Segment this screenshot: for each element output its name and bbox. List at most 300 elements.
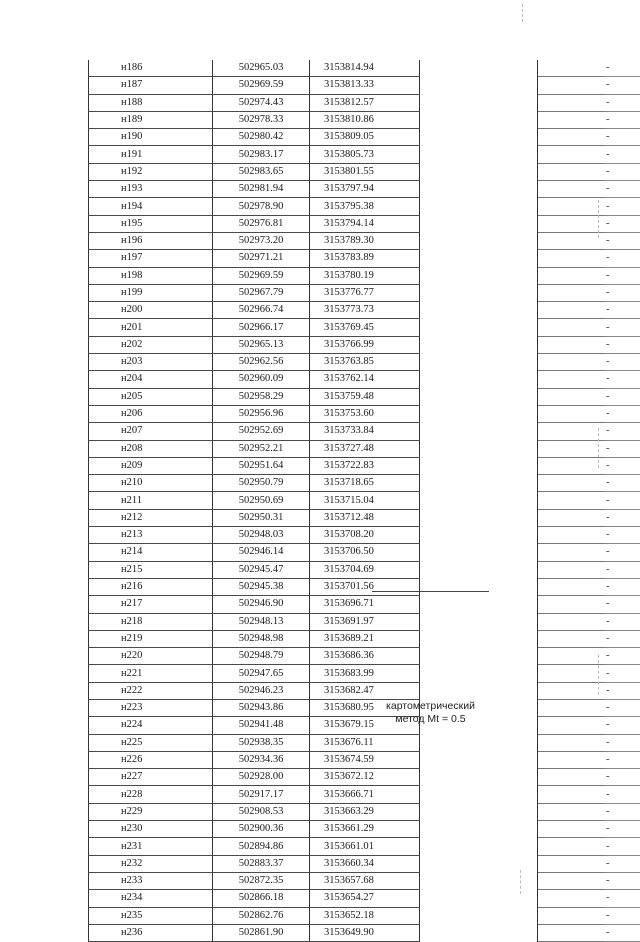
table-row <box>89 388 640 405</box>
y-coordinate-cell: 3153814.94 <box>310 60 420 77</box>
dash-cell: - <box>604 405 640 422</box>
accuracy-column-cell <box>538 527 605 544</box>
y-coordinate-cell: 3153666.71 <box>310 786 420 803</box>
dash-cell: - <box>604 924 640 941</box>
accuracy-column-cell <box>538 457 605 474</box>
dash-cell: - <box>604 423 640 440</box>
y-coordinate-cell: 3153718.65 <box>310 475 420 492</box>
y-coordinate-cell: 3153795.38 <box>310 198 420 215</box>
y-coordinate-cell: 3153680.95 <box>310 699 420 716</box>
y-coordinate-cell: 3153712.48 <box>310 509 420 526</box>
method-column-cell <box>420 250 538 267</box>
table-row <box>89 648 640 665</box>
x-coordinate-cell: 502950.31 <box>213 509 310 526</box>
point-cell: н208 <box>89 440 213 457</box>
point-cell: н206 <box>89 405 213 422</box>
table-row <box>89 734 640 751</box>
accuracy-column-cell <box>538 146 605 163</box>
x-coordinate-cell: 502948.79 <box>213 648 310 665</box>
table-row <box>89 77 640 94</box>
point-cell: н218 <box>89 613 213 630</box>
scan-artifact <box>598 428 599 468</box>
scan-artifact <box>598 655 599 695</box>
accuracy-column-cell <box>538 405 605 422</box>
x-coordinate-cell: 502951.64 <box>213 457 310 474</box>
dash-cell: - <box>604 751 640 768</box>
x-coordinate-cell: 502934.36 <box>213 751 310 768</box>
accuracy-column-cell <box>538 284 605 301</box>
point-cell: н214 <box>89 544 213 561</box>
method-line-2: метод Mt = 0.5 <box>372 713 489 726</box>
method-column-cell <box>420 821 538 838</box>
dash-cell: - <box>604 682 640 699</box>
dash-cell: - <box>604 94 640 111</box>
accuracy-column-cell <box>538 77 605 94</box>
table-row <box>89 111 640 128</box>
point-cell: н235 <box>89 907 213 924</box>
x-coordinate-cell: 502980.42 <box>213 129 310 146</box>
table-row <box>89 544 640 561</box>
accuracy-column-cell <box>538 924 605 941</box>
dash-cell: - <box>604 181 640 198</box>
accuracy-column-cell <box>538 648 605 665</box>
dash-cell: - <box>604 890 640 907</box>
y-coordinate-cell: 3153801.55 <box>310 163 420 180</box>
table-row <box>89 665 640 682</box>
accuracy-column-cell <box>538 613 605 630</box>
dash-cell: - <box>604 319 640 336</box>
x-coordinate-cell: 502917.17 <box>213 786 310 803</box>
y-coordinate-cell: 3153682.47 <box>310 682 420 699</box>
x-coordinate-cell: 502950.79 <box>213 475 310 492</box>
accuracy-column-cell <box>538 388 605 405</box>
scan-artifact <box>522 4 523 22</box>
dash-cell: - <box>604 786 640 803</box>
point-cell: н197 <box>89 250 213 267</box>
table-row <box>89 371 640 388</box>
table-row <box>89 198 640 215</box>
accuracy-column-cell <box>538 111 605 128</box>
point-cell: н204 <box>89 371 213 388</box>
method-line-1: картометрический <box>372 700 489 713</box>
accuracy-column-cell <box>538 60 605 77</box>
x-coordinate-cell: 502946.23 <box>213 682 310 699</box>
dash-cell: - <box>604 561 640 578</box>
accuracy-column-cell <box>538 94 605 111</box>
point-cell: н205 <box>89 388 213 405</box>
table-row <box>89 163 640 180</box>
table-row <box>89 890 640 907</box>
table-row <box>89 181 640 198</box>
method-column-cell <box>420 578 538 595</box>
method-column-cell <box>420 803 538 820</box>
y-coordinate-cell: 3153753.60 <box>310 405 420 422</box>
y-coordinate-cell: 3153674.59 <box>310 751 420 768</box>
y-coordinate-cell: 3153661.29 <box>310 821 420 838</box>
x-coordinate-cell: 502952.69 <box>213 423 310 440</box>
y-coordinate-cell: 3153715.04 <box>310 492 420 509</box>
method-column-cell <box>420 77 538 94</box>
method-column-cell <box>420 734 538 751</box>
y-coordinate-cell: 3153676.11 <box>310 734 420 751</box>
accuracy-column-cell <box>538 699 605 716</box>
accuracy-column-cell <box>538 855 605 872</box>
y-coordinate-cell: 3153813.33 <box>310 77 420 94</box>
y-coordinate-cell: 3153679.15 <box>310 717 420 734</box>
y-coordinate-cell: 3153776.77 <box>310 284 420 301</box>
scan-artifact <box>520 870 521 894</box>
point-cell: н231 <box>89 838 213 855</box>
accuracy-column-cell <box>538 509 605 526</box>
x-coordinate-cell: 502941.48 <box>213 717 310 734</box>
method-column-cell <box>420 527 538 544</box>
point-cell: н207 <box>89 423 213 440</box>
point-cell: н220 <box>89 648 213 665</box>
scan-artifact <box>598 200 599 238</box>
method-column-cell <box>420 648 538 665</box>
method-column-cell <box>420 284 538 301</box>
x-coordinate-cell: 502966.74 <box>213 302 310 319</box>
method-cell-top-border <box>372 591 489 592</box>
method-column-cell <box>420 60 538 77</box>
table-row <box>89 302 640 319</box>
point-cell: н212 <box>89 509 213 526</box>
dash-cell: - <box>604 527 640 544</box>
point-cell: н191 <box>89 146 213 163</box>
method-column-cell <box>420 423 538 440</box>
point-cell: н190 <box>89 129 213 146</box>
method-column-cell <box>420 111 538 128</box>
y-coordinate-cell: 3153708.20 <box>310 527 420 544</box>
point-cell: н229 <box>89 803 213 820</box>
accuracy-column-cell <box>538 354 605 371</box>
x-coordinate-cell: 502928.00 <box>213 769 310 786</box>
table-row <box>89 596 640 613</box>
dash-cell: - <box>604 613 640 630</box>
accuracy-column-cell <box>538 907 605 924</box>
accuracy-column-cell <box>538 872 605 889</box>
method-column-cell <box>420 769 538 786</box>
y-coordinate-cell: 3153727.48 <box>310 440 420 457</box>
method-column-cell <box>420 163 538 180</box>
method-column-cell <box>420 509 538 526</box>
table-row <box>89 509 640 526</box>
accuracy-column-cell <box>538 319 605 336</box>
y-coordinate-cell: 3153759.48 <box>310 388 420 405</box>
x-coordinate-cell: 502965.03 <box>213 60 310 77</box>
x-coordinate-cell: 502866.18 <box>213 890 310 907</box>
point-cell: н228 <box>89 786 213 803</box>
dash-cell: - <box>604 717 640 734</box>
accuracy-column-cell <box>538 163 605 180</box>
accuracy-column-cell <box>538 371 605 388</box>
dash-cell: - <box>604 648 640 665</box>
y-coordinate-cell: 3153660.34 <box>310 855 420 872</box>
method-column-cell <box>420 838 538 855</box>
dash-cell: - <box>604 440 640 457</box>
dash-cell: - <box>604 803 640 820</box>
point-cell: н215 <box>89 561 213 578</box>
table-row <box>89 613 640 630</box>
table-row <box>89 405 640 422</box>
table-row <box>89 215 640 232</box>
table-row <box>89 284 640 301</box>
table-row <box>89 838 640 855</box>
dash-cell: - <box>604 198 640 215</box>
dash-cell: - <box>604 907 640 924</box>
x-coordinate-cell: 502983.17 <box>213 146 310 163</box>
y-coordinate-cell: 3153649.90 <box>310 924 420 941</box>
accuracy-column-cell <box>538 578 605 595</box>
method-column-cell <box>420 544 538 561</box>
dash-cell: - <box>604 371 640 388</box>
point-cell: н236 <box>89 924 213 941</box>
dash-cell: - <box>604 267 640 284</box>
y-coordinate-cell: 3153783.89 <box>310 250 420 267</box>
y-coordinate-cell: 3153686.36 <box>310 648 420 665</box>
x-coordinate-cell: 502958.29 <box>213 388 310 405</box>
accuracy-column-cell <box>538 267 605 284</box>
dash-cell: - <box>604 60 640 77</box>
coordinates-table <box>88 60 640 942</box>
accuracy-column-cell <box>538 838 605 855</box>
dash-cell: - <box>604 596 640 613</box>
dash-cell: - <box>604 336 640 353</box>
dash-cell: - <box>604 163 640 180</box>
accuracy-column-cell <box>538 475 605 492</box>
x-coordinate-cell: 502883.37 <box>213 855 310 872</box>
accuracy-column-cell <box>538 423 605 440</box>
dash-cell: - <box>604 492 640 509</box>
table-row <box>89 336 640 353</box>
y-coordinate-cell: 3153663.29 <box>310 803 420 820</box>
dash-cell: - <box>604 578 640 595</box>
y-coordinate-cell: 3153706.50 <box>310 544 420 561</box>
accuracy-column-cell <box>538 717 605 734</box>
accuracy-column-cell <box>538 786 605 803</box>
accuracy-column-cell <box>538 803 605 820</box>
x-coordinate-cell: 502978.90 <box>213 198 310 215</box>
point-cell: н225 <box>89 734 213 751</box>
table-row <box>89 872 640 889</box>
method-column-cell <box>420 354 538 371</box>
x-coordinate-cell: 502969.59 <box>213 77 310 94</box>
y-coordinate-cell: 3153672.12 <box>310 769 420 786</box>
method-column-cell <box>420 371 538 388</box>
table-row <box>89 803 640 820</box>
x-coordinate-cell: 502945.47 <box>213 561 310 578</box>
dash-cell: - <box>604 630 640 647</box>
method-column-cell <box>420 129 538 146</box>
dash-cell: - <box>604 284 640 301</box>
x-coordinate-cell: 502973.20 <box>213 232 310 249</box>
x-coordinate-cell: 502981.94 <box>213 181 310 198</box>
table-row <box>89 440 640 457</box>
table-row <box>89 769 640 786</box>
dash-cell: - <box>604 821 640 838</box>
point-cell: н192 <box>89 163 213 180</box>
x-coordinate-cell: 502969.59 <box>213 267 310 284</box>
method-column-cell <box>420 786 538 803</box>
point-cell: н232 <box>89 855 213 872</box>
point-cell: н203 <box>89 354 213 371</box>
method-column-cell <box>420 561 538 578</box>
x-coordinate-cell: 502948.98 <box>213 630 310 647</box>
point-cell: н189 <box>89 111 213 128</box>
x-coordinate-cell: 502946.90 <box>213 596 310 613</box>
table-row <box>89 630 640 647</box>
y-coordinate-cell: 3153809.05 <box>310 129 420 146</box>
point-cell: н219 <box>89 630 213 647</box>
table-row <box>89 146 640 163</box>
y-coordinate-cell: 3153789.30 <box>310 232 420 249</box>
y-coordinate-cell: 3153661.01 <box>310 838 420 855</box>
table-row <box>89 250 640 267</box>
accuracy-column-cell <box>538 596 605 613</box>
accuracy-column-cell <box>538 492 605 509</box>
dash-cell: - <box>604 146 640 163</box>
point-cell: н223 <box>89 699 213 716</box>
accuracy-column-cell <box>538 181 605 198</box>
method-column-cell <box>420 232 538 249</box>
method-column-cell <box>420 475 538 492</box>
point-cell: н211 <box>89 492 213 509</box>
x-coordinate-cell: 502950.69 <box>213 492 310 509</box>
table-row <box>89 527 640 544</box>
point-cell: н201 <box>89 319 213 336</box>
accuracy-column-cell <box>538 198 605 215</box>
accuracy-column-cell <box>538 751 605 768</box>
accuracy-column-cell <box>538 769 605 786</box>
accuracy-column-cell <box>538 129 605 146</box>
x-coordinate-cell: 502900.36 <box>213 821 310 838</box>
point-cell: н222 <box>89 682 213 699</box>
accuracy-column-cell <box>538 561 605 578</box>
dash-cell: - <box>604 250 640 267</box>
table-row <box>89 561 640 578</box>
point-cell: н188 <box>89 94 213 111</box>
y-coordinate-cell: 3153810.86 <box>310 111 420 128</box>
table-row <box>89 94 640 111</box>
dash-cell: - <box>604 665 640 682</box>
table-row <box>89 492 640 509</box>
y-coordinate-cell: 3153652.18 <box>310 907 420 924</box>
point-cell: н226 <box>89 751 213 768</box>
accuracy-column-cell <box>538 734 605 751</box>
method-column-cell <box>420 596 538 613</box>
dash-cell: - <box>604 475 640 492</box>
point-cell: н216 <box>89 578 213 595</box>
coordinates-table-body <box>89 60 640 942</box>
method-column-cell <box>420 319 538 336</box>
table-row <box>89 578 640 595</box>
dash-cell: - <box>604 388 640 405</box>
dash-cell: - <box>604 734 640 751</box>
point-cell: н193 <box>89 181 213 198</box>
x-coordinate-cell: 502962.56 <box>213 354 310 371</box>
method-column-cell <box>420 907 538 924</box>
dash-cell: - <box>604 111 640 128</box>
accuracy-column-cell <box>538 630 605 647</box>
x-coordinate-cell: 502966.17 <box>213 319 310 336</box>
point-cell: н224 <box>89 717 213 734</box>
x-coordinate-cell: 502943.86 <box>213 699 310 716</box>
point-cell: н195 <box>89 215 213 232</box>
method-column-cell <box>420 682 538 699</box>
dash-cell: - <box>604 769 640 786</box>
point-cell: н227 <box>89 769 213 786</box>
table-row <box>89 475 640 492</box>
table-row <box>89 924 640 941</box>
y-coordinate-cell: 3153654.27 <box>310 890 420 907</box>
point-cell: н196 <box>89 232 213 249</box>
accuracy-column-cell <box>538 232 605 249</box>
accuracy-column-cell <box>538 665 605 682</box>
x-coordinate-cell: 502952.21 <box>213 440 310 457</box>
y-coordinate-cell: 3153691.97 <box>310 613 420 630</box>
dash-cell: - <box>604 838 640 855</box>
accuracy-column-cell <box>538 440 605 457</box>
method-column-cell <box>420 146 538 163</box>
accuracy-column-cell <box>538 544 605 561</box>
x-coordinate-cell: 502965.13 <box>213 336 310 353</box>
point-cell: н202 <box>89 336 213 353</box>
method-column-cell <box>420 302 538 319</box>
point-cell: н209 <box>89 457 213 474</box>
dash-cell: - <box>604 232 640 249</box>
y-coordinate-cell: 3153766.99 <box>310 336 420 353</box>
method-column-cell <box>420 492 538 509</box>
y-coordinate-cell: 3153733.84 <box>310 423 420 440</box>
accuracy-column-cell <box>538 682 605 699</box>
point-cell: н210 <box>89 475 213 492</box>
x-coordinate-cell: 502948.13 <box>213 613 310 630</box>
point-cell: н187 <box>89 77 213 94</box>
y-coordinate-cell: 3153797.94 <box>310 181 420 198</box>
table-row <box>89 423 640 440</box>
dash-cell: - <box>604 872 640 889</box>
x-coordinate-cell: 502908.53 <box>213 803 310 820</box>
x-coordinate-cell: 502945.38 <box>213 578 310 595</box>
method-column-cell <box>420 388 538 405</box>
table-row <box>89 855 640 872</box>
point-cell: н230 <box>89 821 213 838</box>
point-cell: н213 <box>89 527 213 544</box>
x-coordinate-cell: 502872.35 <box>213 872 310 889</box>
y-coordinate-cell: 3153794.14 <box>310 215 420 232</box>
point-cell: н217 <box>89 596 213 613</box>
y-coordinate-cell: 3153657.68 <box>310 872 420 889</box>
table-row <box>89 267 640 284</box>
table-row <box>89 232 640 249</box>
table-row <box>89 319 640 336</box>
dash-cell: - <box>604 544 640 561</box>
dash-cell: - <box>604 215 640 232</box>
accuracy-column-cell <box>538 302 605 319</box>
x-coordinate-cell: 502862.76 <box>213 907 310 924</box>
dash-cell: - <box>604 354 640 371</box>
accuracy-column-cell <box>538 250 605 267</box>
y-coordinate-cell: 3153780.19 <box>310 267 420 284</box>
point-cell: н200 <box>89 302 213 319</box>
method-column-cell <box>420 267 538 284</box>
method-column-cell <box>420 181 538 198</box>
x-coordinate-cell: 502946.14 <box>213 544 310 561</box>
y-coordinate-cell: 3153704.69 <box>310 561 420 578</box>
method-column-cell <box>420 665 538 682</box>
table-row <box>89 129 640 146</box>
x-coordinate-cell: 502967.79 <box>213 284 310 301</box>
